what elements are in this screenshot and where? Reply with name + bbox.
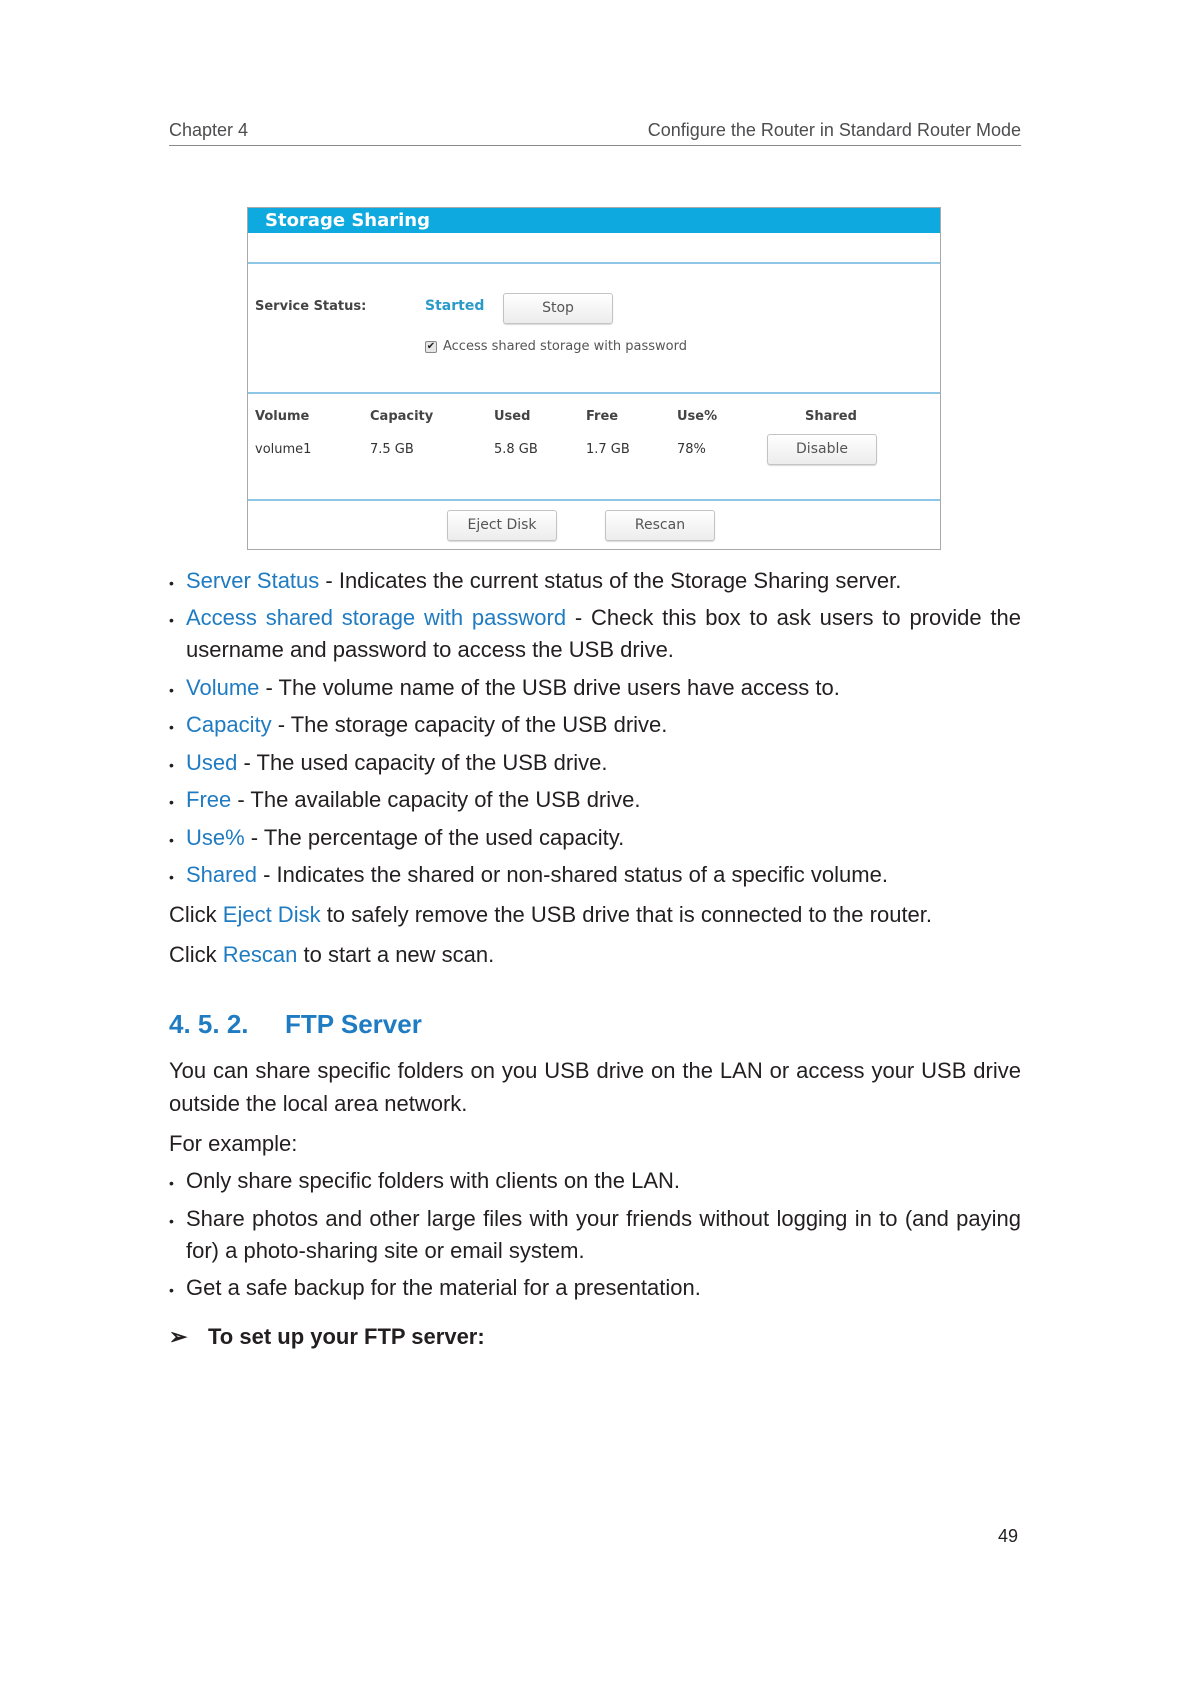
service-status-value: Started — [425, 298, 485, 314]
bullet-icon: • — [169, 575, 174, 591]
panel-title: Storage Sharing — [248, 208, 940, 233]
col-header-shared: Shared — [805, 409, 857, 424]
chapter-label: Chapter 4 — [169, 120, 249, 140]
term-access-password: Access shared storage with password — [186, 605, 567, 630]
rescan-button[interactable]: Rescan — [605, 510, 715, 541]
bullet-icon: • — [169, 682, 174, 698]
col-header-capacity: Capacity — [370, 409, 434, 424]
definition-text-cont: username and password to access the USB drive. — [186, 637, 674, 662]
definition-text: - The storage capacity of the USB drive. — [271, 712, 668, 737]
stop-button[interactable]: Stop — [503, 293, 613, 324]
disable-sharing-button[interactable]: Disable — [767, 434, 877, 465]
term-capacity: Capacity — [186, 712, 272, 737]
panel-separator — [248, 499, 940, 501]
bullet-icon: • — [169, 757, 174, 773]
definition-text: - The used capacity of the USB drive. — [237, 750, 608, 775]
col-header-free: Free — [586, 409, 619, 424]
cell-volume: volume1 — [255, 442, 312, 457]
definition-text: - The volume name of the USB drive users have access to. — [259, 675, 840, 700]
section-number: 4. 5. 2. — [169, 1009, 249, 1039]
bullet-icon: • — [169, 869, 174, 885]
bullet-icon: • — [169, 719, 174, 735]
bullet-icon: • — [169, 1175, 174, 1191]
term-volume: Volume — [186, 675, 260, 700]
storage-sharing-panel — [247, 207, 941, 550]
cell-use-pct: 78% — [677, 442, 706, 457]
term-eject-disk: Eject Disk — [222, 902, 321, 927]
checkmark-icon: ✔ — [426, 341, 436, 352]
term-free: Free — [186, 787, 232, 812]
col-header-volume: Volume — [255, 409, 310, 424]
definition-text: - The percentage of the used capacity. — [244, 825, 625, 850]
term-used: Used — [186, 750, 238, 775]
bullet-icon: • — [169, 794, 174, 810]
panel-separator — [248, 262, 940, 264]
bullet-icon: • — [169, 612, 174, 628]
definition-text: - Check this box to ask users to provide the — [566, 605, 1021, 630]
bullet-icon: • — [169, 1213, 174, 1229]
definition-text: - The available capacity of the USB drive. — [231, 787, 641, 812]
term-shared: Shared — [186, 862, 257, 887]
section-intro-line2: outside the local area network. — [169, 1091, 468, 1116]
service-status-label: Service Status: — [255, 299, 367, 314]
password-checkbox-label[interactable]: Access shared storage with password — [443, 339, 688, 354]
arrow-marker-icon: ➢ — [169, 1324, 188, 1349]
definition-text: - Indicates the shared or non-shared status of a specific volume. — [256, 862, 888, 887]
procedure-title: To set up your FTP server: — [208, 1324, 485, 1349]
eject-disk-button[interactable]: Eject Disk — [447, 510, 557, 541]
section-intro-line1: You can share specific folders on you USB drive on the LAN or access your USB drive — [169, 1058, 1021, 1083]
panel-separator — [248, 392, 940, 394]
bullet-icon: • — [169, 1282, 174, 1298]
bullet-icon: • — [169, 832, 174, 848]
cell-used: 5.8 GB — [494, 442, 538, 457]
password-checkbox[interactable] — [425, 341, 437, 353]
col-header-used: Used — [494, 409, 531, 424]
header-divider — [169, 145, 1021, 146]
page-number: 49 — [998, 1526, 1019, 1546]
col-header-use-pct: Use% — [677, 409, 718, 424]
section-running-title: Configure the Router in Standard Router Mode — [647, 120, 1021, 140]
rescan-instruction: Click Rescan to start a new scan. — [169, 942, 495, 967]
term-server-status: Server Status — [186, 568, 320, 593]
term-rescan: Rescan — [222, 942, 298, 967]
term-use-pct: Use% — [186, 825, 245, 850]
section-title: FTP Server — [285, 1009, 422, 1039]
cell-free: 1.7 GB — [586, 442, 630, 457]
cell-capacity: 7.5 GB — [370, 442, 414, 457]
definition-text: - Indicates the current status of the Storage Sharing server. — [319, 568, 902, 593]
eject-instruction: Click Eject Disk to safely remove the USB drive that is connected to the router. — [169, 902, 933, 927]
for-example-label: For example: — [169, 1131, 298, 1156]
